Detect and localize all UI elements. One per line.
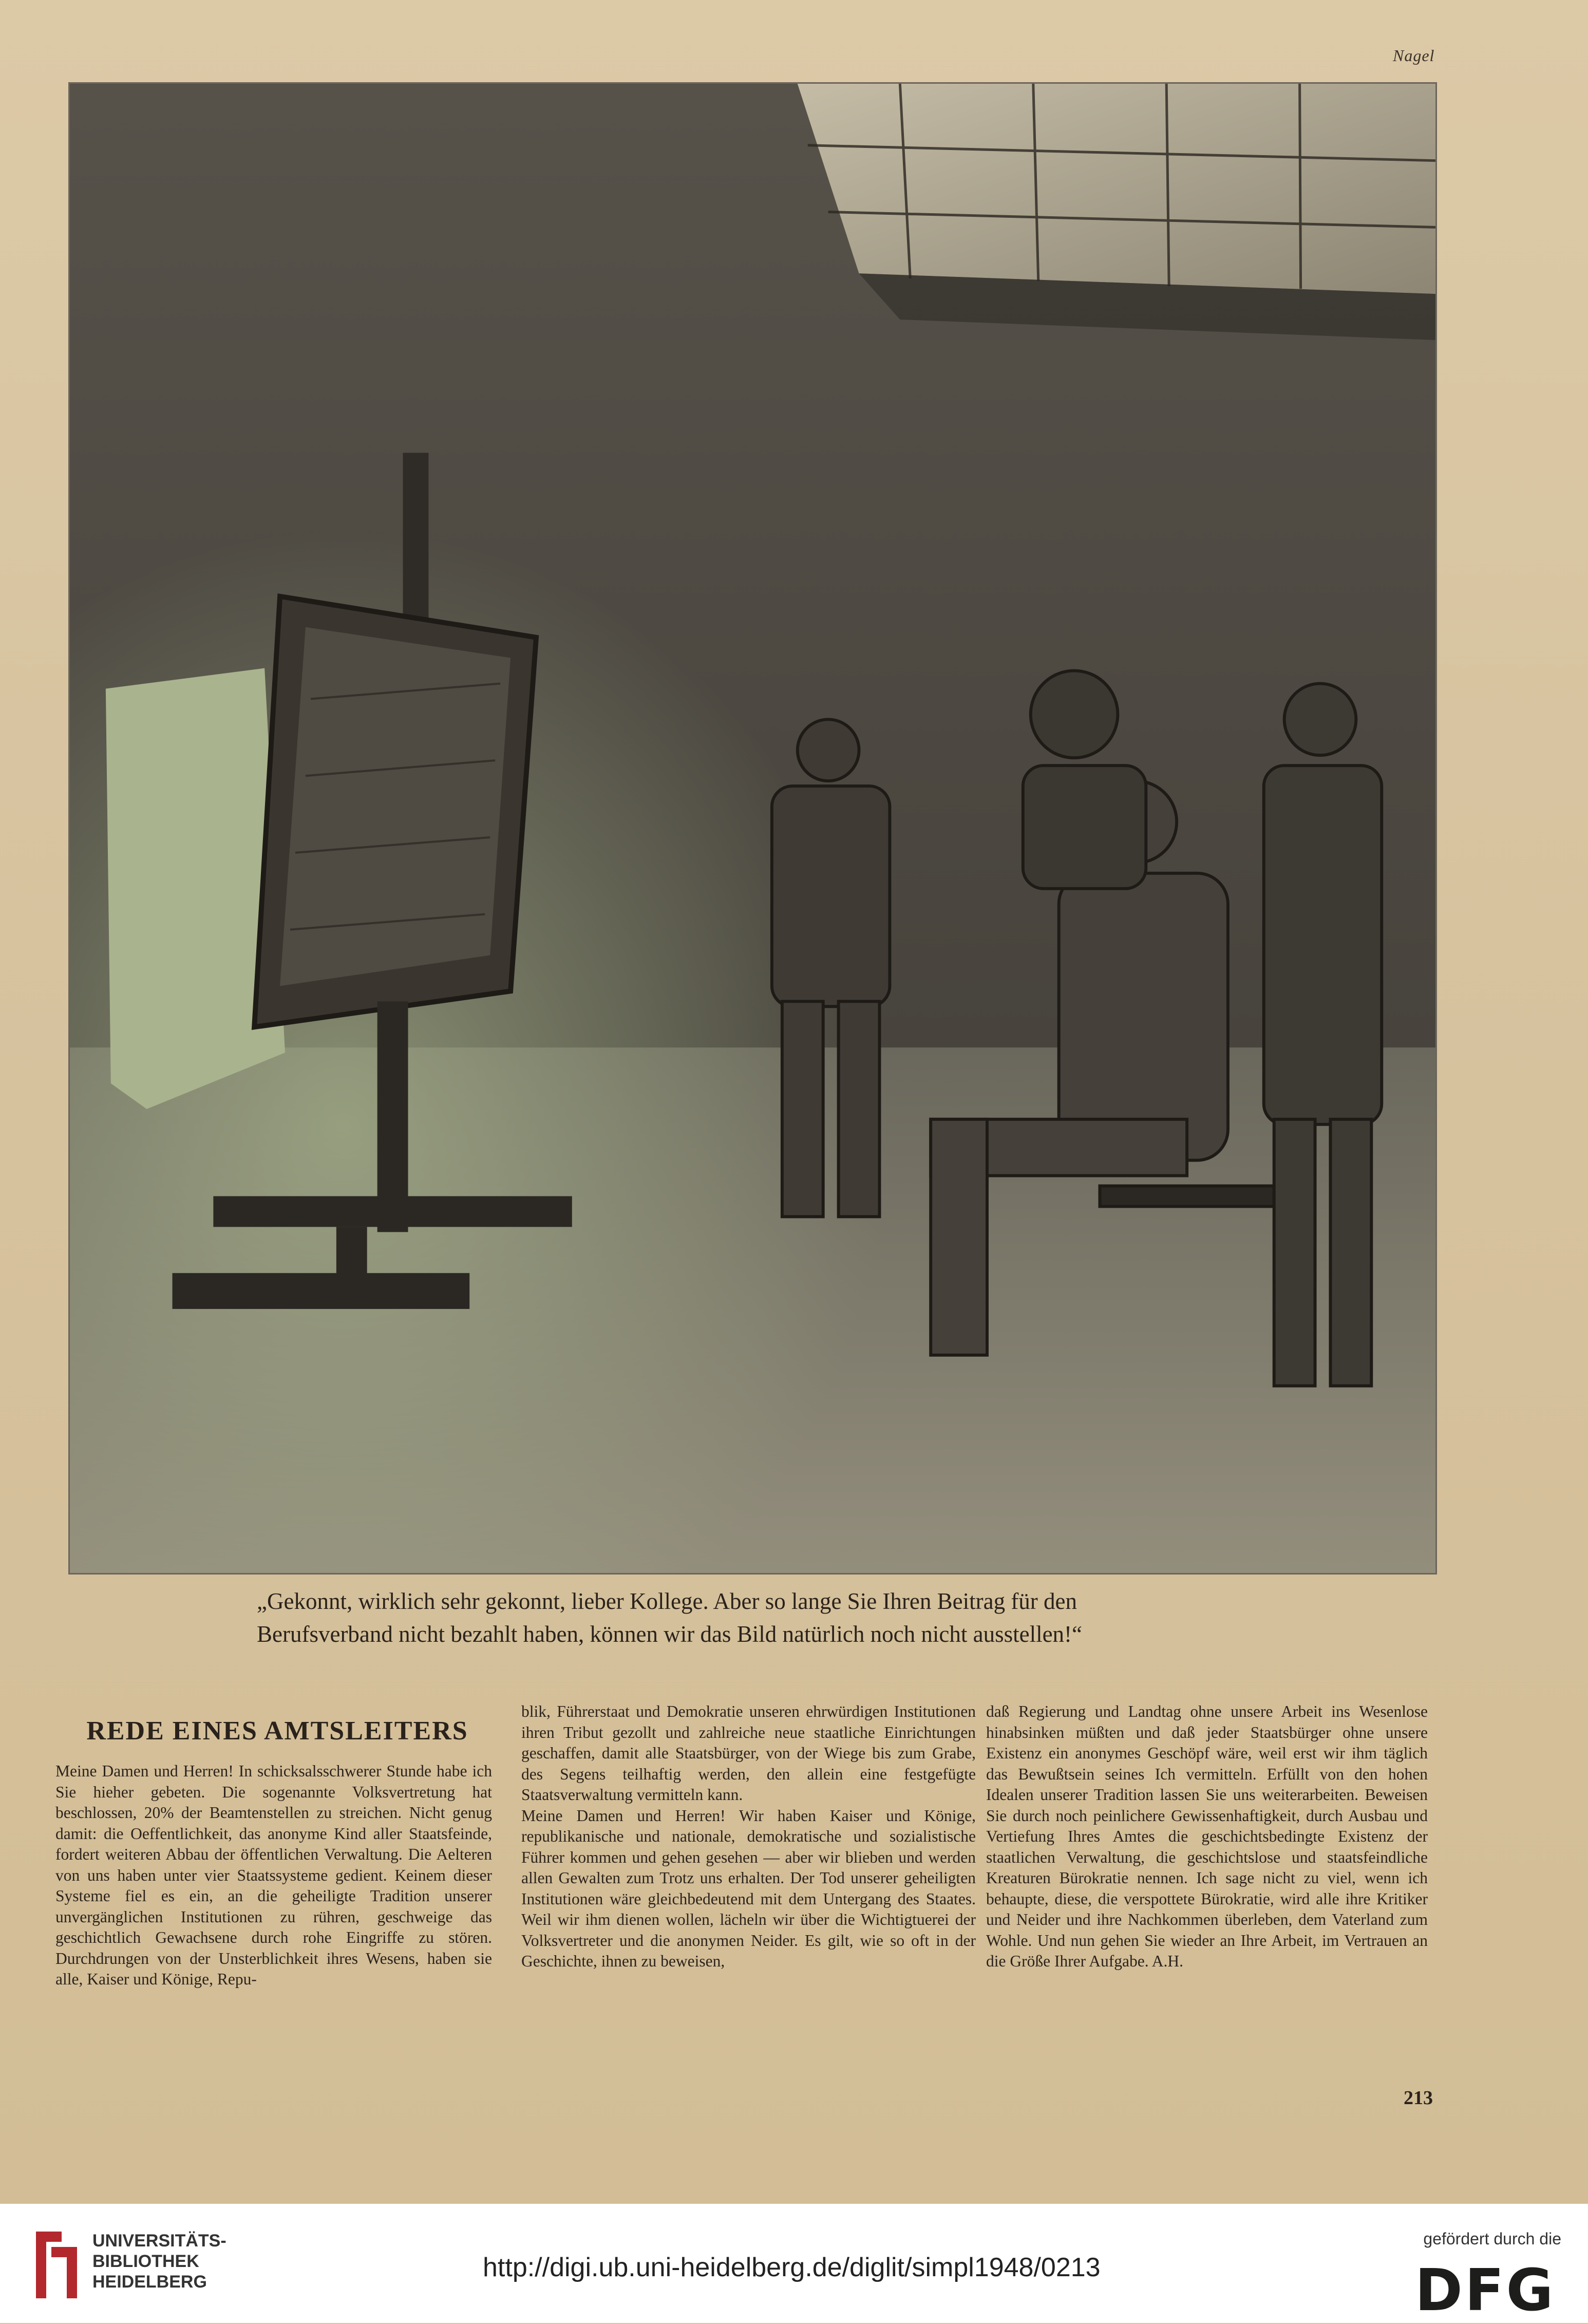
library-footer bbox=[0, 2204, 1588, 2323]
article-title: REDE EINES AMTSLEITERS bbox=[86, 1716, 468, 1746]
article-paragraph: Meine Damen und Herren! Wir haben Kaiser und Könige, republikanische und nationale, demokratische und sozialistische Führer kommen und gehen gesehen — aber wir blieben und werden allen Gewalten zum Trotz uns erhalten. Der Tod unserer geheiligten Institutionen wäre gleichbedeutend mit dem Untergang des Staates. Weil wir ihm dienen wollen, lächeln wir über die Wichtigtuerei der Volksvertreter und die anonymen Neider. Es gilt, wie so oft in der Geschichte, ihnen zu beweisen, bbox=[521, 1806, 976, 1970]
caption-line-2: Berufsverband nicht bezahlt haben, können wir das Bild natürlich noch nicht ausstellen!“ bbox=[257, 1621, 1083, 1647]
article-paragraph: blik, Führerstaat und Demokratie unseren ehrwürdigen Institutionen ihren Tribut gezollt und zahlreiche neue staatliche Einrichtungen geschaffen, damit alle Staatsbürger, von der Wiege bis zum Grabe, des Segens teilhaftig werden, den allein eine festgefügte Staatsverwaltung vermitteln kann. bbox=[521, 1702, 976, 1804]
institution-name: UNIVERSITÄTS- BIBLIOTHEK HEIDELBERG bbox=[92, 2231, 226, 2292]
cartoon-illustration bbox=[68, 82, 1437, 1575]
artist-signature: Nagel bbox=[1393, 46, 1435, 65]
page-number: 213 bbox=[1404, 2087, 1433, 2109]
article-column-3 bbox=[986, 1701, 1428, 1972]
article-paragraph: daß Regierung und Landtag ohne unsere Arbeit ins Wesenlose hinabsinken müßten und daß jeder Staatsbürger ohne unsere Existenz ein anonymes Geschöpf wäre, weil erst wir ihm täglich das Bewußtsein seines Ich vermitteln. Erfüllt von den hohen Idealen unserer Tradition lassen Sie uns weiterarbeiten. Beweisen Sie durch noch peinlichere Gewissenhaftigkeit, durch Ausbau und Vertiefung Ihres Amtes die geschichtsbedingte Existenz der staatlichen Verwaltung, die geschichtslose und staatsfeindliche Kreaturen Bürokratie nennen. Ich sage nicht zu viel, wenn ich behaupte, diese, die verspottete Bürokratie, wird alle ihre Kritiker und Neider und ihre Nachkommen überleben, dem Vaterland zum Wohle. Und nun gehen Sie wieder an Ihre Arbeit, im Vertrauen an die Größe Ihrer Aufgabe. A.H. bbox=[986, 1702, 1428, 1970]
funding-text: gefördert durch die bbox=[1423, 2229, 1561, 2248]
article-column-1 bbox=[55, 1761, 492, 1990]
dfg-logo: DFG bbox=[1415, 2257, 1556, 2324]
cartoon-drawing bbox=[70, 84, 1435, 1573]
article-column-2 bbox=[521, 1701, 976, 1972]
caption-line-1: „Gekonnt, wirklich sehr gekonnt, lieber Kollege. Aber so lange Sie Ihren Beitrag für den bbox=[257, 1588, 1077, 1614]
illustration-caption bbox=[257, 1585, 1335, 1651]
article-paragraph: Meine Damen und Herren! In schicksalsschwerer Stunde habe ich Sie hieher gebeten. Die sogenannte Volksvertretung hat beschlossen, 20% der Beamtenstellen zu streichen. Nicht genug damit: die Oeffentlichkeit, das anonyme Kind aller Staatsfeinde, fordert weiteren Abbau der öffentlichen Verwaltung. Die Aelteren von uns haben unter vier Staatssysteme gedient. Keinem dieser Systeme fiel es ein, an die geheiligte Tradition unserer unvergänglichen Institutionen zu rühren, geschweige das geschichtlich Gewachsene durch rohe Eingriffe zu stören. Durchdrungen von der Unsterblichkeit ihres Wesens, haben sie alle, Kaiser und Könige, Repu- bbox=[55, 1762, 492, 1988]
source-url-link[interactable]: http://digi.ub.uni-heidelberg.de/diglit/simpl1948/0213 bbox=[483, 2253, 1101, 2282]
university-library-logo-icon bbox=[31, 2226, 82, 2303]
